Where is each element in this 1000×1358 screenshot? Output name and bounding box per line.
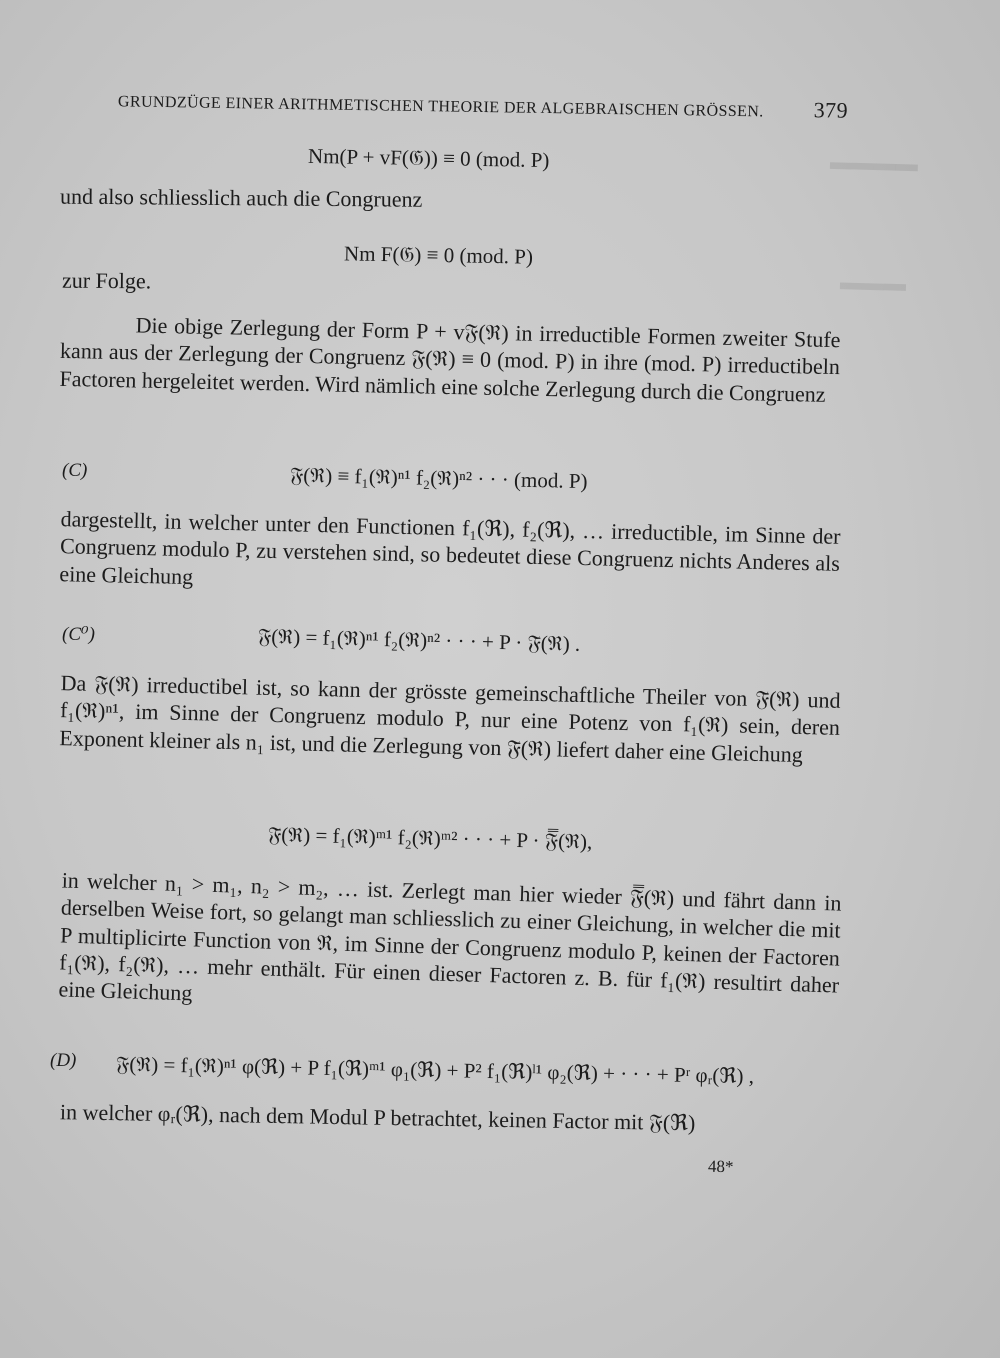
equation-label-D: (D) — [50, 1050, 77, 1071]
printer-signature: 48* — [707, 1156, 734, 1177]
running-header — [118, 86, 848, 123]
equation-norm-F: Nm F(𝔊) ≡ 0 (mod. P) — [343, 241, 534, 269]
paragraph-3: dargestellt, in welcher unter den Functionen f₁(ℜ), f₂(ℜ), … irreductible, im Sinne der Congruenz modulo P, zu verstehen sind, so bedeutet diese Congruenz nichts Anderes als eine Gleichung — [59, 506, 841, 589]
bleed-through-text: ▬▬▬ — [839, 269, 907, 296]
paragraph-5: in welcher n₁ > m₁, n₂ > m₂, … ist. Zerlegt man hier wieder 𝔉̿(ℜ) und fährt dann in derselben Weise fort, so gelangt man schliesslich zu einer Gleichung, in welcher die mit P multiplicirte Function von ℜ, im Sinne der Congruenz modulo P, keinen der Factoren f₁(ℜ), f₂(ℜ), … mehr enthält. Für einen dieser Factoren z. B. für f₁(ℜ) resultirt daher eine Gleichung — [58, 867, 842, 1006]
paragraph-2: Die obige Zerlegung der Form P + v𝔉(ℜ) in irreductible Formen zweiter Stufe kann aus der Zerlegung der Congruenz 𝔉(ℜ) ≡ 0 (mod. P) in ihre (mod. P) irreductibeln Factoren hergeleitet werden. Wird nämlich eine solche Zerlegung durch die Congruenz — [59, 312, 841, 407]
page-number: 379 — [813, 97, 849, 123]
paragraph-6: in welcher φᵣ(ℜ), nach dem Modul P betrachtet, keinen Factor mit 𝔉(ℜ) — [59, 1099, 696, 1136]
equation-C: 𝔉(ℜ) ≡ f₁(ℜ)ⁿ¹ f₂(ℜ)ⁿ² · · · (mod. P) — [289, 462, 588, 494]
bleed-through-text: ▬▬▬▬ — [829, 148, 919, 177]
equation-C0: 𝔉(ℜ) = f₁(ℜ)ⁿ¹ f₂(ℜ)ⁿ² · · · + P · 𝔉̄(ℜ) . — [257, 624, 581, 656]
equation-D: 𝔉(ℜ) = f₁(ℜ)ⁿ¹ φ(ℜ) + P f₁(ℜ)ᵐ¹ φ₁(ℜ) + P² f₁(ℜ)ˡ¹ φ₂(ℜ) + · · · + Pʳ φᵣ(ℜ) , — [115, 1051, 755, 1089]
equation-norm-congruence: Nm(P + vF(𝔊)) ≡ 0 (mod. P) — [307, 143, 550, 173]
equation-F-bar: 𝔉̄(ℜ) = f₁(ℜ)ᵐ¹ f₂(ℜ)ᵐ² · · · + P · 𝔉̿(ℜ), — [267, 822, 593, 854]
paragraph-1-end: zur Folge. — [61, 267, 152, 294]
paragraph-4: Da 𝔉(ℜ) irreductibel ist, so kann der grösste gemeinschaftliche Theiler von 𝔉̄(ℜ) und f₁(ℜ)ⁿ¹, im Sinne der Congruenz modulo P, nur eine Potenz von f₁(ℜ) sein, deren Exponent kleiner als n₁ ist, und die Zerlegung von 𝔉̄(ℜ) liefert daher eine Gleichung — [59, 670, 841, 767]
equation-label-C0: (C⁰) — [62, 624, 95, 645]
running-title: GRUNDZÜGE EINER ARITHMETISCHEN THEORIE DER ALGEBRAISCHEN GRÖSSEN. — [117, 93, 764, 121]
paragraph-1: und also schliesslich auch die Congruenz — [59, 183, 423, 212]
equation-label-C: (C) — [62, 460, 88, 481]
